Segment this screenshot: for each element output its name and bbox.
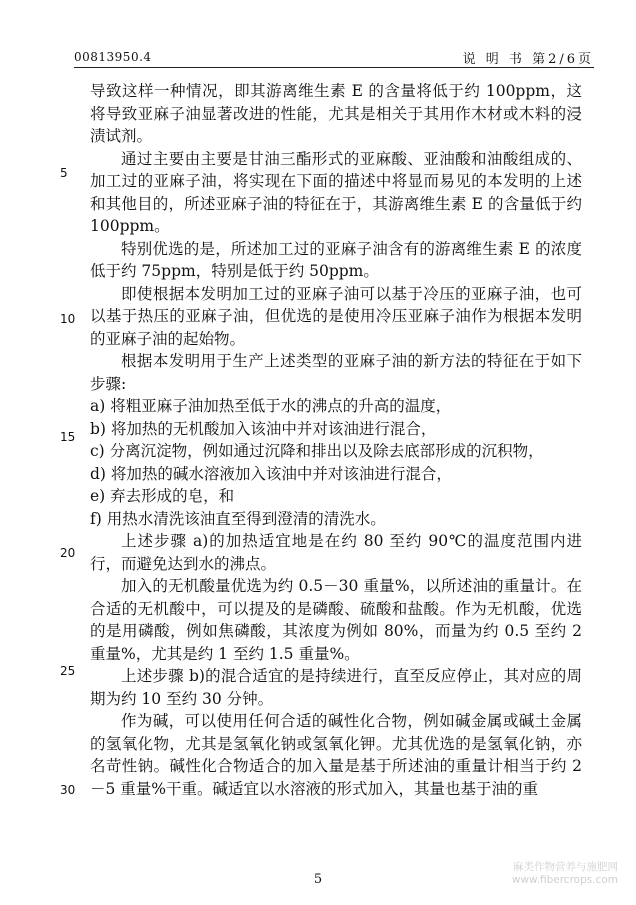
- step-a: a) 将粗亚麻子油加热至低于水的沸点的升高的温度，: [90, 397, 452, 415]
- watermark-line1: 麻类作物营养与施肥网: [513, 861, 618, 873]
- paragraph: 根据本发明用于生产上述类型的亚麻子油的新方法的特征在于如下步骤:: [90, 352, 582, 393]
- header-rule: [74, 67, 594, 68]
- line-number-20: 20: [60, 546, 76, 560]
- watermark: [478, 861, 618, 887]
- line-number-25: 25: [60, 664, 76, 678]
- paragraph: 特别优选的是，所述加工过的亚麻子油含有的游离维生素 E 的浓度低于约 75ppm，特别是低于约 50ppm。: [90, 239, 582, 280]
- step-f: f) 用热水清洗该油直至得到澄清的清洗水。: [90, 509, 386, 528]
- paragraph: 即使根据本发明加工过的亚麻子油可以基于冷压的亚麻子油，也可以基于热压的亚麻子油，但优选的是使用冷压亚麻子油作为根据本发明的亚麻子油的起始物。: [90, 284, 582, 348]
- paragraph: 上述步骤 a)的加热适宜地是在约 80 至约 90℃的温度范围内进行，而避免达到水的沸点。: [90, 532, 582, 573]
- step-c: c) 分离沉淀物，例如通过沉降和排出以及除去底部形成的沉积物，: [90, 442, 544, 460]
- header-section: 说 明 书 第2/6页: [462, 52, 594, 67]
- step-d: d) 将加热的碱水溶液加入该油中并对该油进行混合，: [90, 464, 452, 483]
- page-number: 5: [313, 872, 323, 887]
- paragraph: 作为碱，可以使用任何合适的碱性化合物，例如碱金属或碱土金属的氢氧化物，尤其是氢氧化钠或氢氧化钾。尤其优选的是氢氧化钠，亦名苛性钠。碱性化合物适合的加入量是基于所述油的重量计相当于约 2－5 重量%干重。碱适宜以水溶液的形式加入，其量也基于油的重: [90, 712, 582, 798]
- paragraph: 加入的无机酸量优选为约 0.5－30 重量%，以所述油的重量计。在合适的无机酸中，可以提及的是磷酸、硫酸和盐酸。作为无机酸，优选的是用磷酸，例如焦磷酸，其浓度为例如 80%，而量为约 0.5 至约 2 重量%，尤其是约 1 至约 1.5 重量%。: [90, 577, 582, 663]
- paragraph: 导致这样一种情况，即其游离维生素 E 的含量将低于约 100ppm，这将导致亚麻子油显著改进的性能，尤其是相关于其用作木材或木料的浸渍试剂。: [90, 82, 582, 145]
- watermark-line2: www.fibercrops.com: [511, 874, 618, 886]
- header-doc-number: 00813950.4: [74, 50, 152, 64]
- line-number-30: 30: [60, 783, 76, 797]
- line-number-10: 10: [60, 312, 76, 326]
- step-b: b) 将加热的无机酸加入该油中并对该油进行混合，: [90, 419, 437, 438]
- document-body: [90, 80, 582, 800]
- line-number-5: 5: [60, 166, 68, 180]
- step-e: e) 弃去形成的皂，和: [90, 487, 235, 505]
- line-number-15: 15: [60, 430, 76, 444]
- paragraph: 上述步骤 b)的混合适宜的是持续进行，直至反应停止，其对应的周期为约 10 至约 30 分钟。: [90, 667, 582, 708]
- paragraph: 通过主要由主要是甘油三酯形式的亚麻酸、亚油酸和油酸组成的、加工过的亚麻子油，将实现在下面的描述中将显而易见的本发明的上述和其他目的，所述亚麻子油的特征在于，其游离维生素 E 的含量低于约 100ppm。: [90, 149, 582, 235]
